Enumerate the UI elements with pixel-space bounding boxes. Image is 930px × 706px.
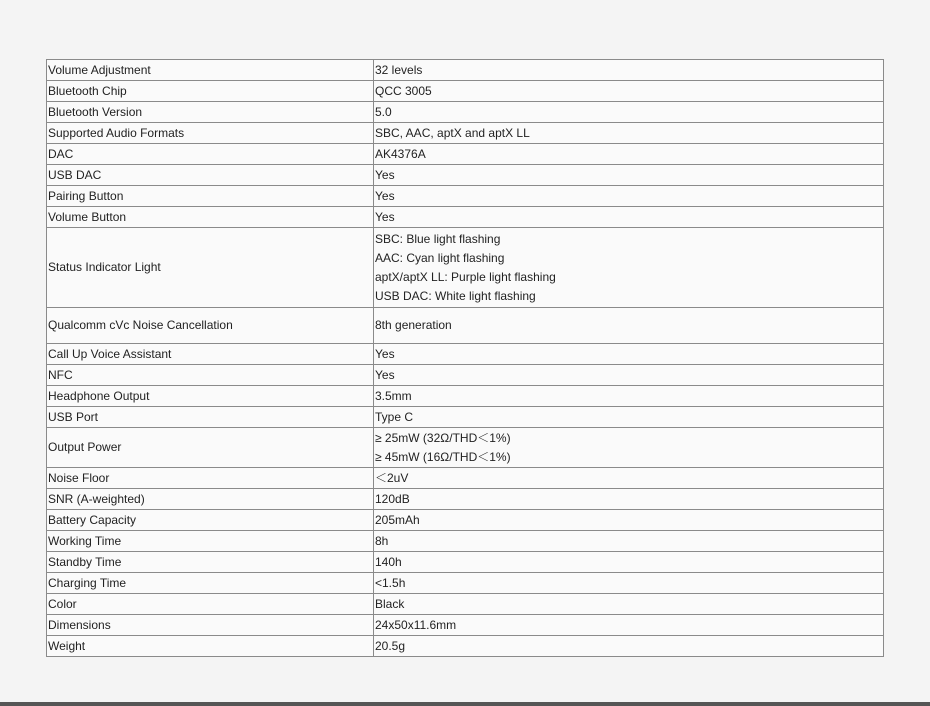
spec-value bbox=[374, 386, 884, 407]
spec-label: Pairing Button bbox=[47, 186, 374, 207]
spec-value-line: 205mAh bbox=[375, 512, 420, 527]
spec-value-line: SBC, AAC, aptX and aptX LL bbox=[375, 125, 530, 140]
spec-value bbox=[374, 510, 884, 531]
spec-value bbox=[374, 365, 884, 386]
spec-label: DAC bbox=[47, 144, 374, 165]
table-row bbox=[47, 552, 884, 573]
spec-label: Working Time bbox=[47, 531, 374, 552]
spec-label: Bluetooth Version bbox=[47, 102, 374, 123]
spec-label: Output Power bbox=[47, 428, 374, 468]
spec-value-line: Yes bbox=[375, 346, 395, 361]
table-row bbox=[47, 144, 884, 165]
spec-label: Noise Floor bbox=[47, 468, 374, 489]
spec-value-line: 5.0 bbox=[375, 104, 392, 119]
spec-value-line: 120dB bbox=[375, 491, 410, 506]
spec-label: USB DAC bbox=[47, 165, 374, 186]
spec-value-line: USB DAC: White light flashing bbox=[375, 288, 536, 303]
spec-value-line: ＜2uV bbox=[375, 470, 409, 485]
table-row bbox=[47, 636, 884, 657]
spec-value-line: 24x50x11.6mm bbox=[375, 617, 457, 632]
spec-label: Supported Audio Formats bbox=[47, 123, 374, 144]
spec-value bbox=[374, 228, 884, 308]
spec-value bbox=[374, 165, 884, 186]
spec-value bbox=[374, 552, 884, 573]
spec-value bbox=[374, 531, 884, 552]
table-row bbox=[47, 102, 884, 123]
spec-value-line: 140h bbox=[375, 554, 402, 569]
spec-table bbox=[46, 59, 884, 657]
spec-value-line: QCC 3005 bbox=[375, 83, 432, 98]
table-row bbox=[47, 207, 884, 228]
spec-value-line: <1.5h bbox=[375, 575, 406, 590]
spec-value bbox=[374, 207, 884, 228]
spec-label: Call Up Voice Assistant bbox=[47, 344, 374, 365]
spec-value bbox=[374, 308, 884, 344]
table-row bbox=[47, 468, 884, 489]
spec-value bbox=[374, 636, 884, 657]
spec-label: Qualcomm cVc Noise Cancellation bbox=[47, 308, 374, 344]
table-row bbox=[47, 228, 884, 308]
table-row bbox=[47, 308, 884, 344]
spec-value-line: ≥ 45mW (16Ω/THD＜1%) bbox=[375, 449, 511, 464]
spec-value bbox=[374, 144, 884, 165]
table-row bbox=[47, 407, 884, 428]
spec-value-line: AAC: Cyan light flashing bbox=[375, 250, 505, 265]
spec-label: SNR (A-weighted) bbox=[47, 489, 374, 510]
table-row bbox=[47, 428, 884, 468]
table-row bbox=[47, 81, 884, 102]
spec-value bbox=[374, 428, 884, 468]
spec-value bbox=[374, 60, 884, 81]
spec-label: USB Port bbox=[47, 407, 374, 428]
spec-value-line: 20.5g bbox=[375, 638, 406, 653]
spec-value-line: Yes bbox=[375, 209, 395, 224]
table-row bbox=[47, 186, 884, 207]
table-row bbox=[47, 365, 884, 386]
table-row bbox=[47, 573, 884, 594]
spec-value bbox=[374, 468, 884, 489]
spec-label: Charging Time bbox=[47, 573, 374, 594]
spec-label: Headphone Output bbox=[47, 386, 374, 407]
table-row bbox=[47, 531, 884, 552]
spec-value bbox=[374, 407, 884, 428]
spec-label: Volume Adjustment bbox=[47, 60, 374, 81]
spec-value bbox=[374, 573, 884, 594]
spec-value-line: aptX/aptX LL: Purple light flashing bbox=[375, 269, 556, 284]
spec-value-line: 32 levels bbox=[375, 62, 423, 77]
spec-value bbox=[374, 594, 884, 615]
spec-label: Color bbox=[47, 594, 374, 615]
spec-value bbox=[374, 102, 884, 123]
spec-value bbox=[374, 489, 884, 510]
spec-value-line: Yes bbox=[375, 367, 395, 382]
table-row bbox=[47, 615, 884, 636]
table-row bbox=[47, 165, 884, 186]
spec-label: Dimensions bbox=[47, 615, 374, 636]
spec-label: Volume Button bbox=[47, 207, 374, 228]
table-row bbox=[47, 344, 884, 365]
spec-label: Standby Time bbox=[47, 552, 374, 573]
spec-value-line: 8h bbox=[375, 533, 389, 548]
spec-value-line: Yes bbox=[375, 167, 395, 182]
spec-value-line: Type C bbox=[375, 409, 414, 424]
spec-value-line: 3.5mm bbox=[375, 388, 412, 403]
spec-value bbox=[374, 123, 884, 144]
table-row bbox=[47, 594, 884, 615]
spec-value bbox=[374, 186, 884, 207]
spec-value-line: AK4376A bbox=[375, 146, 426, 161]
spec-value-line: 8th generation bbox=[375, 318, 452, 332]
spec-label: NFC bbox=[47, 365, 374, 386]
spec-value bbox=[374, 81, 884, 102]
spec-label: Weight bbox=[47, 636, 374, 657]
spec-value-line: SBC: Blue light flashing bbox=[375, 231, 501, 246]
spec-value-line: Yes bbox=[375, 188, 395, 203]
spec-label: Battery Capacity bbox=[47, 510, 374, 531]
spec-value-line: ≥ 25mW (32Ω/THD＜1%) bbox=[375, 430, 511, 445]
spec-label: Status Indicator Light bbox=[47, 228, 374, 308]
table-row bbox=[47, 510, 884, 531]
spec-value bbox=[374, 344, 884, 365]
table-row bbox=[47, 489, 884, 510]
bottom-divider bbox=[0, 702, 930, 706]
spec-table-body bbox=[47, 60, 884, 657]
spec-label: Bluetooth Chip bbox=[47, 81, 374, 102]
spec-value-line: Black bbox=[375, 596, 405, 611]
table-row bbox=[47, 60, 884, 81]
spec-value bbox=[374, 615, 884, 636]
table-row bbox=[47, 123, 884, 144]
table-row bbox=[47, 386, 884, 407]
